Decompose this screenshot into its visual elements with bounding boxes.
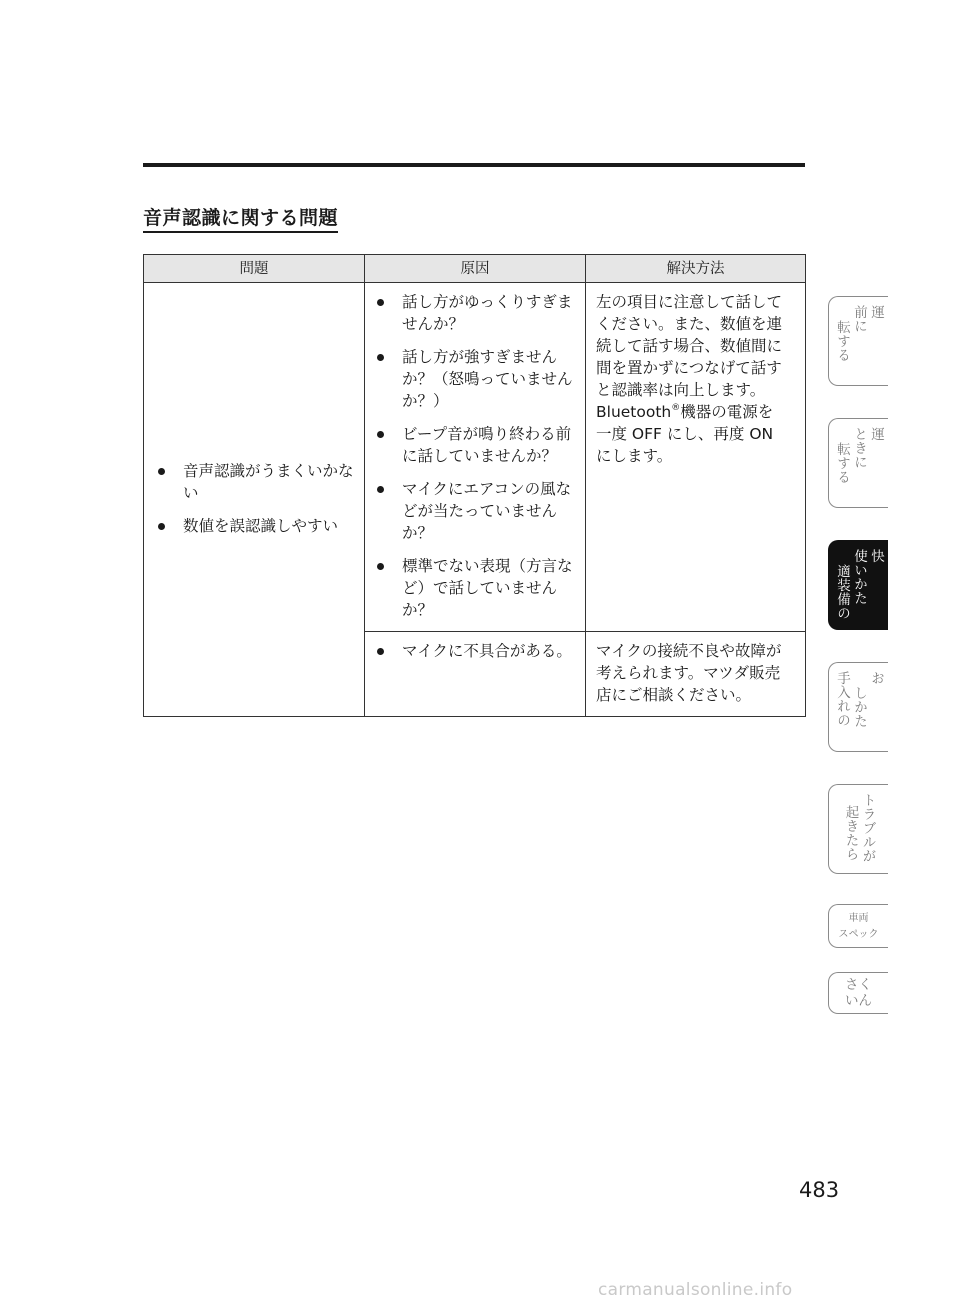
tab-label: 快 [868,549,884,563]
solution-line: 考えられます。マツダ販売 [596,664,781,682]
solution-line: 一度 OFF にし、再度 ON [596,425,774,443]
solution-line: 間を置かずにつなげて話す [596,359,782,377]
tab-label: いん [845,993,872,1009]
solution-line: マイクの接続不良や故障が [596,642,782,660]
tab-label: 運 [868,427,884,441]
solution-line: 店にご相談ください。 [596,686,752,704]
tab-comfort-equipment[interactable] [828,540,888,630]
tab-before-driving[interactable] [828,296,888,386]
cause-item: マイクにエアコンの風などが当たっていませんか？ [375,478,575,544]
tab-while-driving[interactable] [828,418,888,508]
header-problem: 問題 [144,255,365,283]
cause-cell [365,632,586,717]
troubleshooting-table [143,254,806,717]
solution-cell [586,283,806,632]
section-title: 音声認識に関する問題 [143,206,338,233]
tab-label: 転する [834,442,850,484]
registered-mark: ® [671,403,681,413]
tab-label: 起きたら [842,805,859,861]
table-row [144,283,806,632]
tab-label: 運 [868,305,884,319]
watermark: carmanualsonline.info [598,1280,793,1300]
tab-label: しかた [851,686,867,728]
tab-label: 車両 [848,913,869,924]
problem-item: 数値を誤認識しやすい [156,515,354,537]
top-rule [143,163,805,167]
solution-line: と認識率は向上します。 [596,381,766,399]
solution-line [596,401,795,423]
tab-label: 使いかた [851,549,867,605]
tab-label: お [868,671,884,685]
problem-cell [144,283,365,717]
tab-label: 手入れの [834,671,850,727]
solution-line: 続して話す場合、数値間に [596,337,783,355]
page-number: 483 [799,1178,840,1202]
cause-cell [365,283,586,632]
tab-maintenance[interactable] [828,662,888,752]
cause-item: ビープ音が鳴り終わる前に話していませんか？ [375,423,575,467]
tab-index[interactable] [828,972,888,1014]
cause-item: 話し方が強すぎませんか？（怒鳴っていませんか？） [375,346,575,412]
cause-item: 標準でない表現（方言など）で話していませんか？ [375,555,575,621]
solution-text: 機器の電源を [680,403,774,421]
tab-vehicle-specs[interactable] [828,904,888,948]
tab-label: 転する [834,320,850,362]
tab-label: 前に [851,305,867,333]
tab-troubles[interactable] [828,784,888,874]
tab-label: ときに [851,427,867,469]
bluetooth-brand: Bluetooth [596,403,672,421]
tab-label: スペック [838,929,879,940]
tab-label: 適装備の [834,564,850,620]
solution-line: にします。 [596,447,673,465]
problem-item: 音声認識がうまくいかない [156,460,354,504]
cause-item: 話し方がゆっくりすぎませんか？ [375,291,575,335]
table-header-row [144,255,806,283]
cause-item: マイクに不具合がある。 [375,640,575,662]
tab-label: さく [845,977,872,993]
tab-label: トラブルが [859,793,876,863]
solution-cell [586,632,806,717]
solution-line: 左の項目に注意して話して [596,293,783,311]
solution-line: ください。また、数値を連 [596,315,783,333]
header-solution: 解決方法 [586,255,806,283]
header-cause: 原因 [365,255,586,283]
